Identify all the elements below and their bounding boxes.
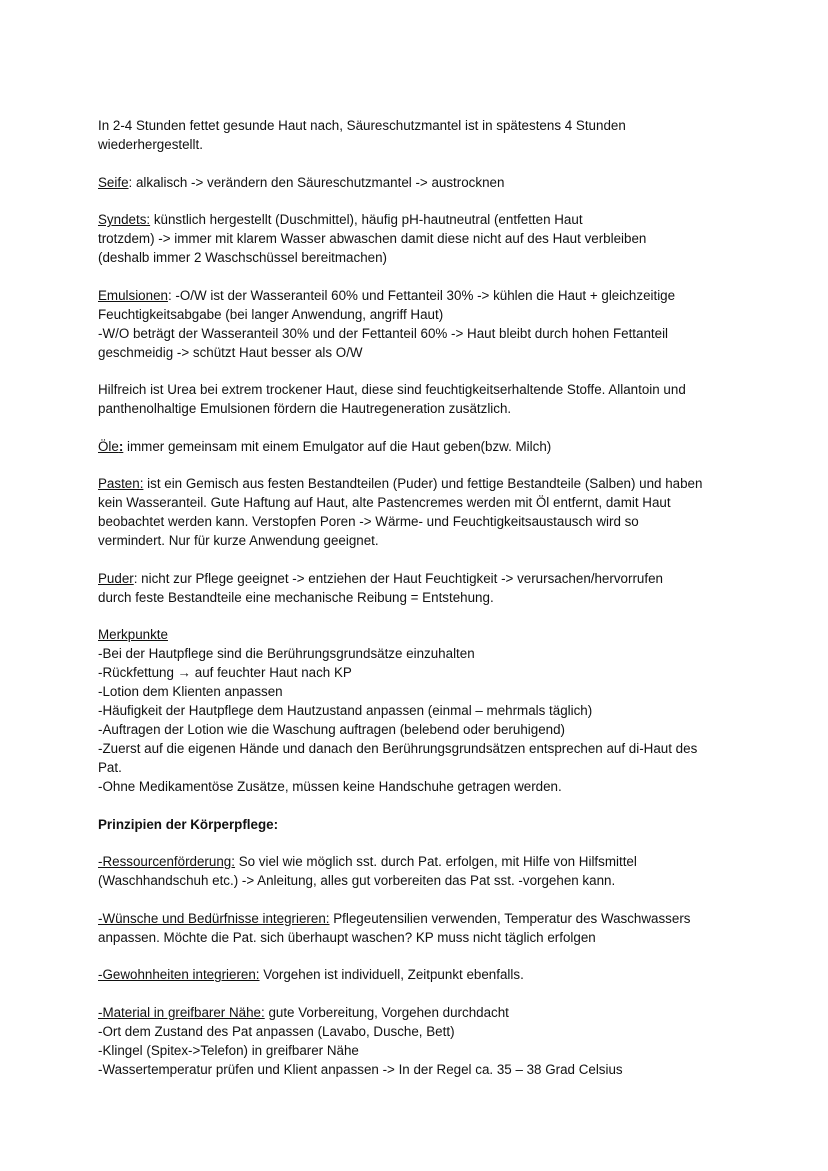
merkpunkt-item: -Bei der Hautpflege sind die Berührungsgrundsätze einzuhalten	[98, 646, 475, 661]
paragraph-syndets	[98, 210, 748, 267]
document-page	[98, 116, 748, 1079]
text-line: anpassen. Möchte die Pat. sich überhaupt waschen? KP muss nicht täglich erfolgen	[98, 929, 596, 945]
text-line	[98, 173, 748, 192]
seife-description: : alkalisch -> verändern den Säureschutzmantel -> austrocknen	[128, 174, 505, 190]
spacer	[98, 418, 748, 437]
spacer	[98, 796, 748, 815]
term-pasten: Pasten:	[98, 476, 144, 491]
spacer	[98, 362, 748, 381]
ressourcen-description: So viel wie möglich sst. durch Pat. erfolgen, mit Hilfe von Hilfsmittel	[234, 854, 637, 869]
text-line: kein Wasseranteil. Gute Haftung auf Haut, alte Pastencremes werden mit Öl entfernt, damit Haut	[98, 495, 671, 510]
spacer	[98, 984, 748, 1003]
merkpunkt-item: -Lotion dem Klienten anpassen	[98, 684, 283, 699]
paragraph-gewohnheiten	[98, 965, 748, 984]
text-line: beobachtet werden kann. Verstopfen Poren -> Wärme- und Feuchtigkeitsaustausch wird so	[98, 514, 639, 529]
text-line	[98, 210, 748, 229]
text-line: panthenolhaltige Emulsionen fördern die Hautregeneration zusätzlich.	[98, 401, 512, 416]
text-line	[98, 1003, 748, 1022]
merkpunkt-item: -Zuerst auf die eigenen Hände und danach den Berührungsgrundsätzen entsprechen auf di-Haut des	[98, 741, 698, 756]
material-item: -Ort dem Zustand des Pat anpassen (Lavabo, Dusche, Bett)	[98, 1023, 455, 1039]
paragraph-ressourcen	[98, 852, 748, 890]
material-description: gute Vorbereitung, Vorgehen durchdacht	[264, 1004, 509, 1020]
paragraph-emulsionen	[98, 286, 748, 362]
term-syndets: Syndets:	[98, 212, 151, 227]
merkpunkte-section	[98, 625, 748, 796]
term-ressourcen: -Ressourcenförderung:	[98, 854, 235, 869]
text-line: durch feste Bestandteile eine mechanische Reibung = Entstehung.	[98, 589, 494, 605]
spacer	[98, 550, 748, 569]
paragraph-seife	[98, 173, 748, 192]
term-gewohnheiten: -Gewohnheiten integrieren:	[98, 967, 260, 982]
spacer	[98, 192, 748, 211]
emulsionen-description: : -O/W ist der Wasseranteil 60% und Fettanteil 30% -> kühlen die Haut + gleichzeitige	[167, 287, 676, 303]
syndets-description: künstlich hergestellt (Duschmittel), häufig pH-hautneutral (entfetten Haut	[150, 212, 583, 227]
merkpunkt-item: Pat.	[98, 760, 122, 775]
text-line	[98, 569, 748, 588]
spacer	[98, 947, 748, 966]
merkpunkt-item: -Ohne Medikamentöse Zusätze, müssen keine Handschuhe getragen werden.	[98, 779, 562, 794]
text-line	[98, 852, 748, 871]
paragraph-urea	[98, 380, 748, 418]
term-seife: Seife	[98, 174, 129, 190]
term-wuensche: -Wünsche und Bedürfnisse integrieren:	[98, 910, 330, 926]
paragraph-material	[98, 1003, 748, 1079]
spacer	[98, 456, 748, 475]
text-line: In 2-4 Stunden fettet gesunde Haut nach, Säureschutzmantel ist in spätestens 4 Stunden	[98, 118, 626, 133]
spacer	[98, 834, 748, 853]
text-line: (Waschhandschuh etc.) -> Anleitung, alles gut vorbereiten das Pat sst. -vorgehen kann.	[98, 873, 616, 888]
text-line: geschmeidig -> schützt Haut besser als O/W	[98, 344, 363, 360]
term-oele-colon: :	[118, 438, 124, 454]
paragraph-regeneration	[98, 116, 748, 154]
pasten-description: ist ein Gemisch aus festen Bestandteilen (Puder) und fettige Bestandteile (Salben) und haben	[143, 476, 703, 491]
text-line	[98, 474, 748, 493]
spacer	[98, 890, 748, 909]
spacer	[98, 154, 748, 173]
merkpunkte-title: Merkpunkte	[98, 627, 168, 642]
term-emulsionen: Emulsionen	[98, 287, 168, 303]
text-line: (deshalb immer 2 Waschschüssel bereitmachen)	[98, 250, 388, 265]
paragraph-pasten	[98, 474, 748, 550]
text-line: Hilfreich ist Urea bei extrem trockener Haut, diese sind feuchtigkeitserhaltende Stoffe. Allantoin und	[98, 382, 686, 397]
text-line: -W/O beträgt der Wasseranteil 30% und der Fettanteil 60% -> Haut bleibt durch hohen Fettanteil	[98, 325, 669, 341]
gewohnheiten-description: Vorgehen ist individuell, Zeitpunkt ebenfalls.	[259, 967, 524, 982]
text-line	[98, 909, 748, 928]
paragraph-puder	[98, 569, 748, 607]
text-line	[98, 965, 748, 984]
material-item: -Klingel (Spitex->Telefon) in greifbarer Nähe	[98, 1042, 359, 1058]
text-line: trotzdem) -> immer mit klarem Wasser abwaschen damit diese nicht auf des Haut verbleiben	[98, 231, 647, 246]
oele-description: immer gemeinsam mit einem Emulgator auf die Haut geben(bzw. Milch)	[123, 438, 552, 454]
merkpunkt-item: -Häufigkeit der Hautpflege dem Hautzustand anpassen (einmal – mehrmals täglich)	[98, 703, 593, 718]
puder-description: : nicht zur Pflege geeignet -> entziehen der Haut Feuchtigkeit -> verursachen/hervorrufen	[133, 570, 663, 586]
wuensche-description: Pflegeutensilien verwenden, Temperatur des Waschwassers	[329, 910, 691, 926]
paragraph-oele	[98, 437, 748, 456]
term-puder: Puder	[98, 570, 134, 586]
prinzipien-heading	[98, 815, 748, 834]
text-line	[98, 437, 748, 456]
text-line: vermindert. Nur für kurze Anwendung geeignet.	[98, 533, 379, 548]
spacer	[98, 267, 748, 286]
material-item: -Wassertemperatur prüfen und Klient anpassen -> In der Regel ca. 35 – 38 Grad Celsius	[98, 1061, 623, 1077]
term-material: -Material in greifbarer Nähe:	[98, 1004, 265, 1020]
text-line	[98, 286, 748, 305]
text-line: Feuchtigkeitsabgabe (bei langer Anwendung, angriff Haut)	[98, 306, 444, 322]
merkpunkt-item: -Auftragen der Lotion wie die Waschung auftragen (belebend oder beruhigend)	[98, 722, 565, 737]
merkpunkt-item: -Rückfettung → auf feuchter Haut nach KP	[98, 665, 352, 680]
spacer	[98, 607, 748, 626]
section-title: Prinzipien der Körperpflege:	[98, 816, 279, 832]
paragraph-wuensche	[98, 909, 748, 947]
text-line: wiederhergestellt.	[98, 137, 203, 152]
term-oele: Öle	[98, 438, 119, 454]
